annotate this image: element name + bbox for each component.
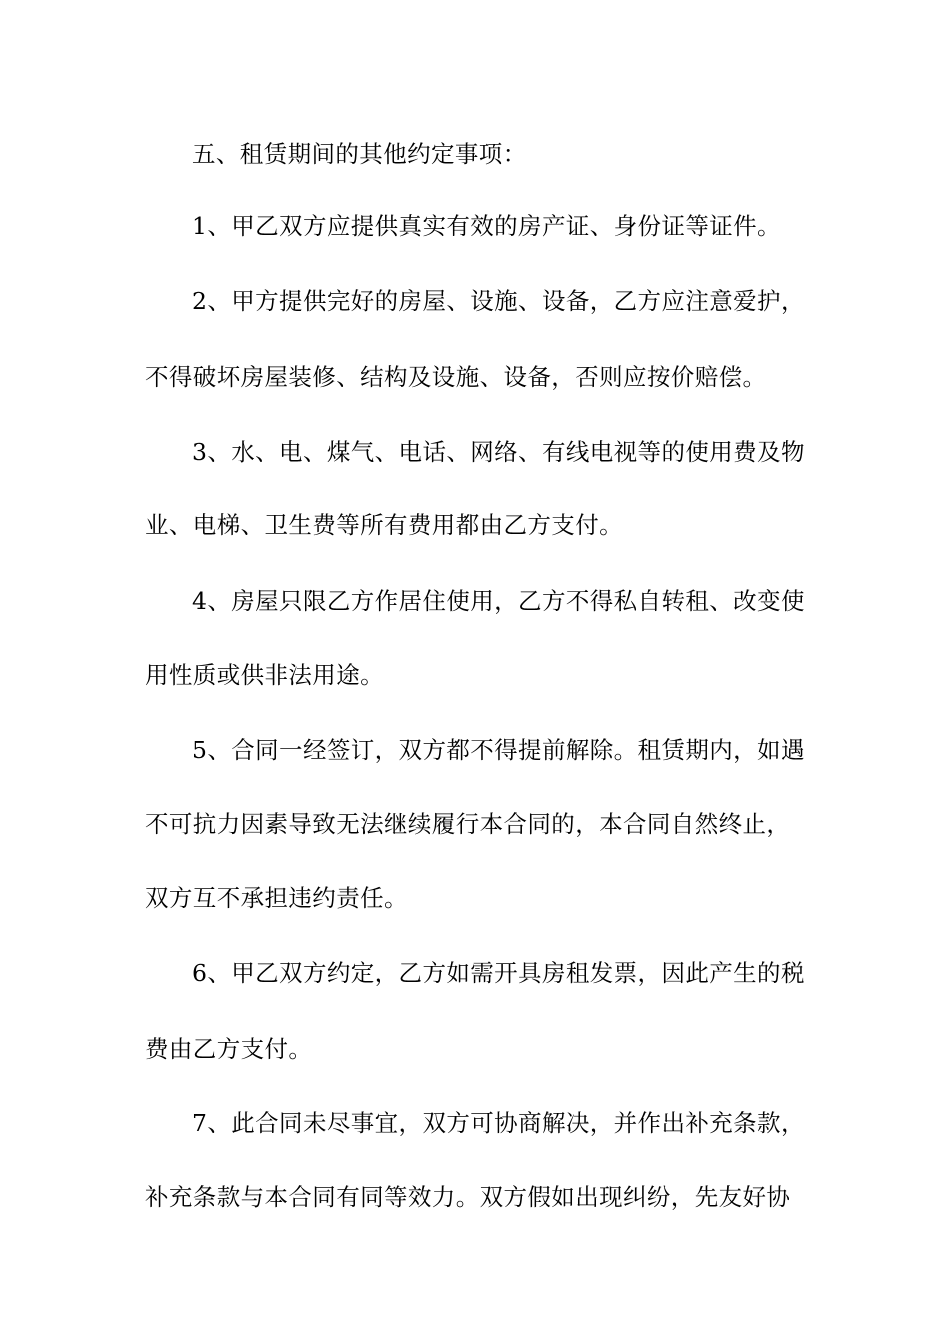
clause-6-line-2: 费由乙方支付。 xyxy=(145,1035,313,1063)
clause-5-line-3: 双方互不承担违约责任。 xyxy=(145,884,408,912)
clause-4-line-2: 用性质或供非法用途。 xyxy=(145,661,384,689)
clause-1-line-1: 1、甲乙双方应提供真实有效的房产证、身份证等证件。 xyxy=(192,212,781,240)
section-heading: 五、租赁期间的其他约定事项： xyxy=(192,140,527,168)
clause-2-line-2: 不得破坏房屋装修、结构及设施、设备，否则应按价赔偿。 xyxy=(145,363,767,391)
clause-6-line-1: 6、甲乙双方约定，乙方如需开具房租发票，因此产生的税 xyxy=(192,959,805,987)
clause-3-line-2: 业、电梯、卫生费等所有费用都由乙方支付。 xyxy=(145,511,623,539)
clause-5-line-1: 5、合同一经签订，双方都不得提前解除。租赁期内，如遇 xyxy=(192,736,805,764)
clause-3-line-1: 3、水、电、煤气、电话、网络、有线电视等的使用费及物 xyxy=(192,438,805,466)
clause-5-line-2: 不可抗力因素导致无法继续履行本合同的，本合同自然终止， xyxy=(145,810,791,838)
clause-7-line-2: 补充条款与本合同有同等效力。双方假如出现纠纷，先友好协 xyxy=(145,1183,791,1211)
clause-2-line-1: 2、甲方提供完好的房屋、设施、设备，乙方应注意爱护， xyxy=(192,287,805,315)
clause-7-line-1: 7、此合同未尽事宜，双方可协商解决，并作出补充条款， xyxy=(192,1109,805,1137)
clause-4-line-1: 4、房屋只限乙方作居住使用，乙方不得私自转租、改变使 xyxy=(192,587,805,615)
